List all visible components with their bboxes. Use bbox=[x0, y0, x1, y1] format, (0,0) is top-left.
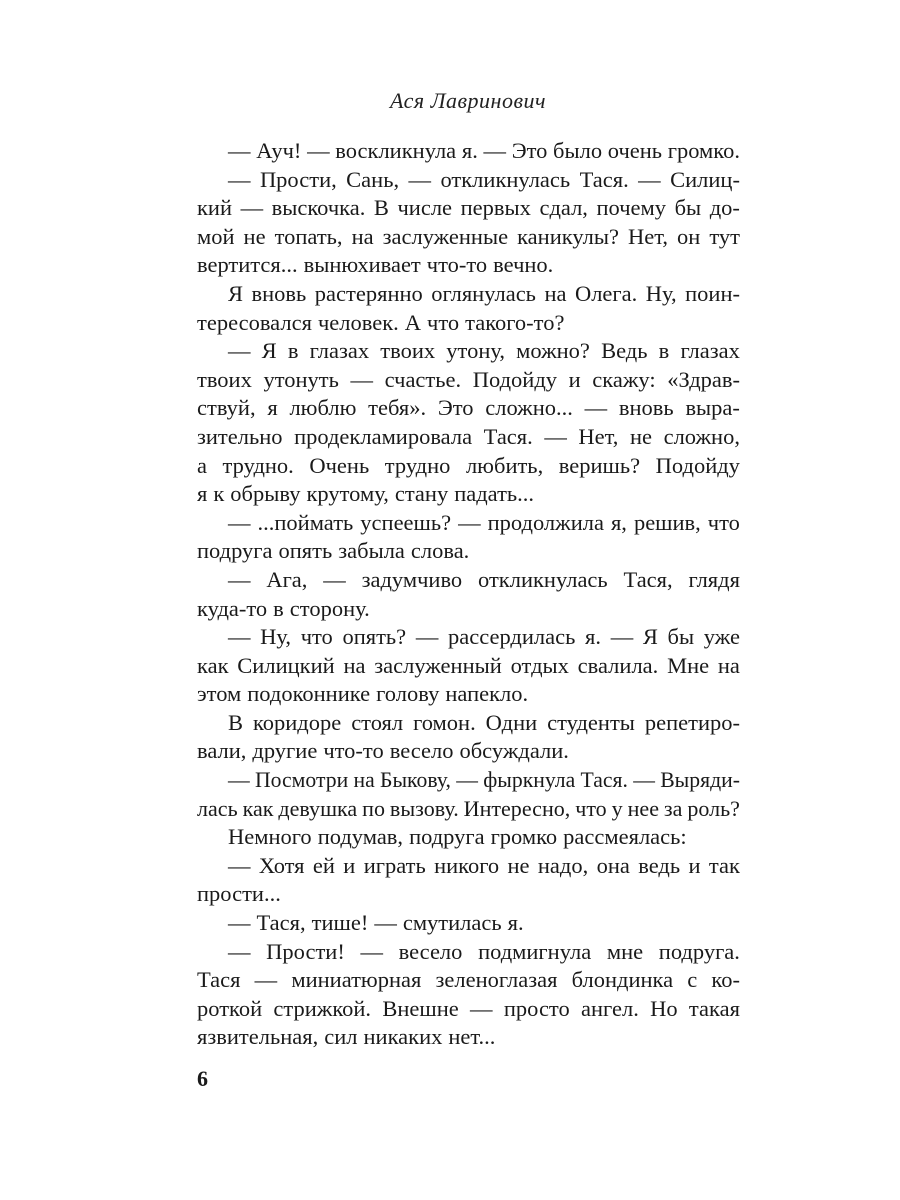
text-line: кий — выскочка. В числе первых сдал, почему бы до- bbox=[197, 195, 740, 221]
text-line: а трудно. Очень трудно любить, веришь? Подойду bbox=[197, 452, 740, 478]
text-line: мой не топать, на заслуженные каникулы? Нет, он тут bbox=[197, 223, 740, 249]
text-line: этом подоконнике голову напекло. bbox=[197, 681, 529, 707]
text-line: — Ауч! — воскликнула я. — Это было очень громко. bbox=[228, 138, 740, 163]
text-line: Немного подумав, подруга громко рассмеялась: bbox=[228, 824, 687, 850]
text-line: — Прости, Сань, — откликнулась Тася. — Силиц- bbox=[228, 166, 740, 192]
text-line: Тася — миниатюрная зеленоглазая блондинка с ко- bbox=[197, 967, 740, 993]
text-line: как Силицкий на заслуженный отдых свалила. Мне на bbox=[197, 652, 740, 678]
text-line: зительно продекламировала Тася. — Нет, не сложно, bbox=[197, 423, 740, 449]
text-line: вертится... вынюхивает что-то вечно. bbox=[197, 252, 554, 278]
text-line: — ...поймать успеешь? — продолжила я, решив, что bbox=[228, 509, 740, 535]
text-line: — Я в глазах твоих утону, можно? Ведь в глазах bbox=[228, 338, 740, 364]
text-line: — Ну, что опять? — рассердилась я. — Я бы уже bbox=[228, 624, 740, 650]
text-line: тересовался человек. А что такого-то? bbox=[197, 309, 565, 335]
text-line: — Хотя ей и играть никого не надо, она ведь и так bbox=[228, 852, 740, 878]
text-line: куда-то в сторону. bbox=[197, 595, 370, 621]
text-line: прости... bbox=[197, 881, 281, 907]
body-text bbox=[197, 137, 740, 1052]
text-line: — Прости! — весело подмигнула мне подруга. bbox=[228, 938, 740, 964]
text-line: ствуй, я люблю тебя». Это сложно... — вновь выра- bbox=[197, 395, 740, 421]
text-line: В коридоре стоял гомон. Одни студенты репетиро- bbox=[228, 709, 740, 735]
text-line: твоих утонуть — счастье. Подойду и скажу: «Здрав- bbox=[197, 366, 740, 392]
text-line: — Посмотри на Быкову, — фыркнула Тася. — Выряди- bbox=[228, 768, 740, 793]
text-line: Я вновь растерянно оглянулась на Олега. Ну, поин- bbox=[228, 280, 740, 306]
text-line: язвительная, сил никаких нет... bbox=[197, 1024, 496, 1050]
text-line: роткой стрижкой. Внешне — просто ангел. Но такая bbox=[197, 995, 740, 1021]
text-line: лась как девушка по вызову. Интересно, что у нее за роль? bbox=[197, 795, 740, 821]
running-head-author: Ася Лавринович bbox=[389, 88, 546, 113]
text-line: вали, другие что-то весело обсуждали. bbox=[197, 738, 569, 764]
text-line: подруга опять забыла слова. bbox=[197, 538, 470, 564]
page-number: 6 bbox=[197, 1066, 208, 1091]
text-line: — Тася, тише! — смутилась я. bbox=[228, 910, 524, 936]
text-line: я к обрыву крутому, стану падать... bbox=[197, 481, 535, 507]
text-line: — Ага, — задумчиво откликнулась Тася, глядя bbox=[228, 566, 740, 592]
